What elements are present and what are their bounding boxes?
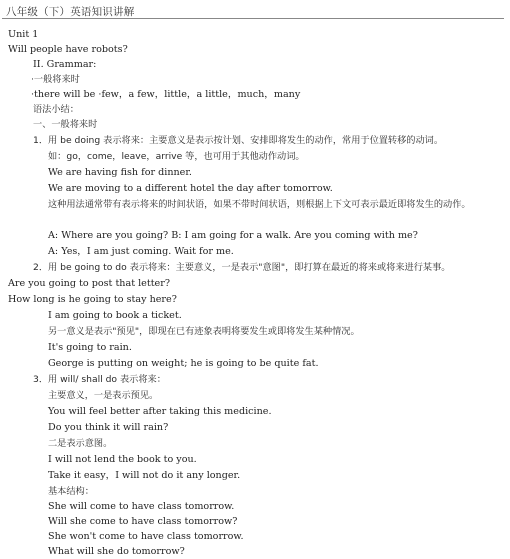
rule-3-text: 3．用 will/ shall do 表示将来： bbox=[33, 374, 166, 385]
basic-structure-heading: 基本结构： bbox=[48, 486, 94, 497]
bullet-future-tense: ·一般将来时 bbox=[31, 74, 80, 85]
document-header: 八年级（下）英语知识讲解 bbox=[6, 6, 135, 18]
example-sentence: Take it easy，I will not do it any longer. bbox=[48, 470, 241, 481]
rule-3-meaning-2: 二是表示意图。 bbox=[48, 438, 113, 449]
example-sentence: Will she come to have class tomorrow? bbox=[48, 516, 238, 527]
rule-1-explanation: 这种用法通常带有表示将来的时间状语，如果不带时间状语，则根据上下文可表示最近即将发生的动作。 bbox=[48, 199, 471, 210]
example-sentence: She won't come to have class tomorrow. bbox=[48, 531, 244, 542]
example-sentence: George is putting on weight; he is going to be quite fat. bbox=[48, 358, 319, 369]
unit-heading: Unit 1 bbox=[8, 29, 39, 40]
dialogue-line: A: Where are you going? B: I am going for a walk. Are you coming with me? bbox=[48, 230, 418, 241]
bullet-there-will-be: ·there will be ·few，a few，little，a little，much，many bbox=[31, 89, 301, 100]
grammar-summary-heading: 语法小结： bbox=[33, 104, 79, 115]
rule-3-meaning-1: 主要意义，一是表示预见。 bbox=[48, 390, 159, 401]
example-sentence: I am going to book a ticket. bbox=[48, 310, 182, 321]
example-sentence: You will feel better after taking this medicine. bbox=[48, 406, 272, 417]
section-heading: 一、一般将来时 bbox=[33, 119, 98, 130]
header-divider bbox=[2, 18, 504, 19]
rule-1-text: 1．用 be doing 表示将来：主要意义是表示按计划、安排即将发生的动作，常用于位置转移的动词。 bbox=[33, 135, 444, 146]
dialogue-line: A: Yes，I am just coming. Wait for me. bbox=[48, 246, 234, 257]
example-sentence: I will not lend the book to you. bbox=[48, 454, 197, 465]
example-sentence: We are having fish for dinner. bbox=[48, 167, 192, 178]
example-sentence: Do you think it will rain? bbox=[48, 422, 169, 433]
example-sentence: How long is he going to stay here? bbox=[8, 294, 177, 305]
grammar-heading: II. Grammar: bbox=[33, 59, 97, 70]
rule-1-note: 如：go，come，leave，arrive 等，也可用于其他动作动词。 bbox=[48, 151, 305, 162]
unit-title: Will people have robots? bbox=[8, 44, 128, 55]
example-sentence: It's going to rain. bbox=[48, 342, 132, 353]
example-sentence: Are you going to post that letter? bbox=[8, 278, 170, 289]
example-sentence: What will she do tomorrow? bbox=[48, 546, 185, 557]
example-sentence: She will come to have class tomorrow. bbox=[48, 501, 235, 512]
example-sentence: We are moving to a different hotel the day after tomorrow. bbox=[48, 183, 333, 194]
rule-2-text: 2．用 be going to do 表示将来：主要意义，一是表示"意图"，即打算在最近的将来或将来进行某事。 bbox=[33, 262, 451, 273]
rule-2-note: 另一意义是表示"预见"，即现在已有迹象表明将要发生或即将发生某种情况。 bbox=[48, 326, 360, 337]
